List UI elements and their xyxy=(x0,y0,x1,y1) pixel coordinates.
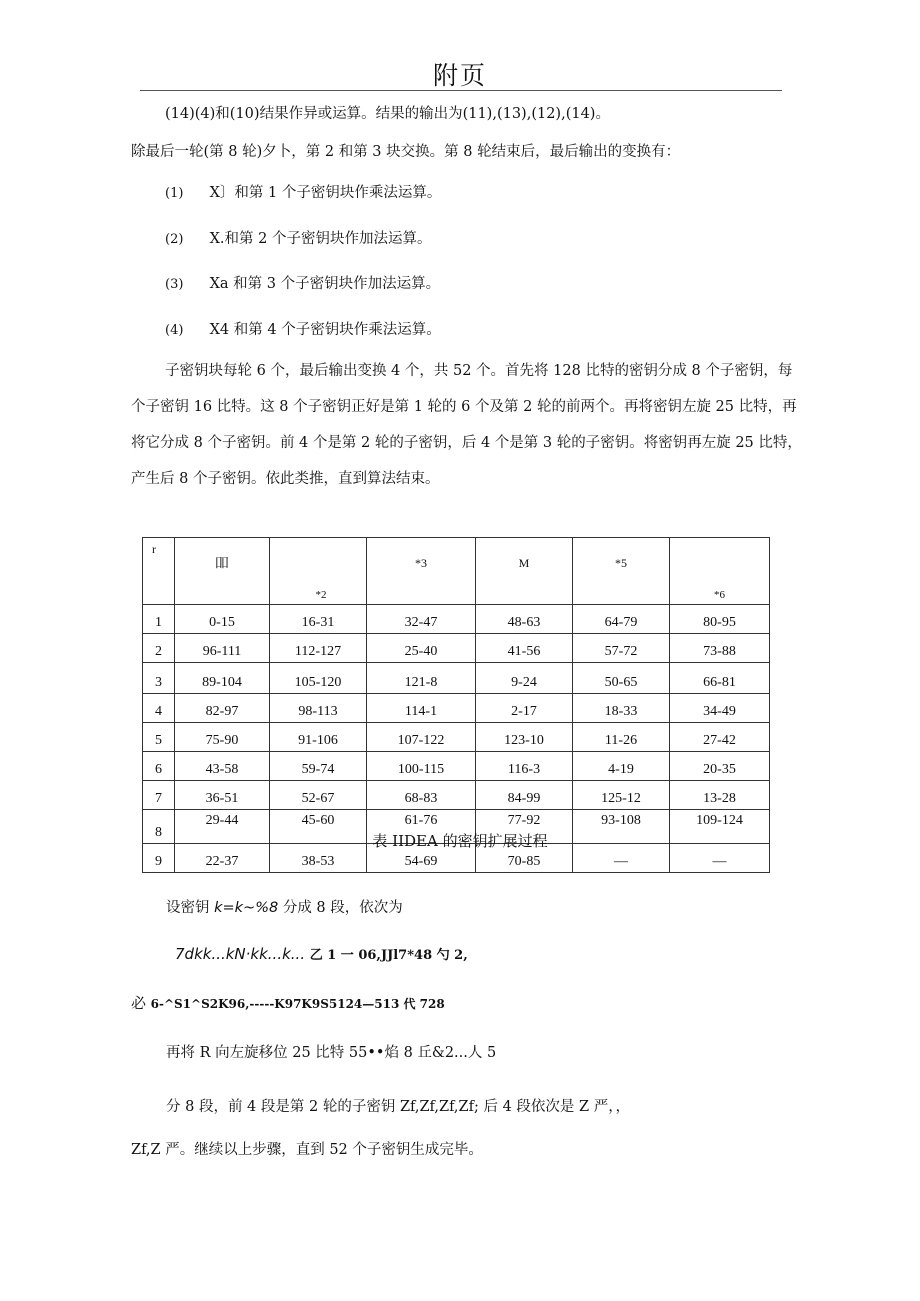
key-split-suffix: 分成 8 段，依次为 xyxy=(282,900,403,916)
key-sequence-line xyxy=(175,944,468,966)
list-item-number: (1) xyxy=(165,186,184,201)
list-item-number: (3) xyxy=(165,277,184,292)
list-item xyxy=(165,320,441,341)
table-cell: 41-56 xyxy=(476,634,573,663)
table-cell: 91-106 xyxy=(270,723,367,752)
table-cell: 112-127 xyxy=(270,634,367,663)
table-cell: 13-28 xyxy=(670,781,770,810)
table-cell: 70-85 xyxy=(476,844,573,873)
table-cell: 68-83 xyxy=(367,781,476,810)
table-cell: 43-58 xyxy=(175,752,270,781)
key-split-prefix: 设密钥 xyxy=(166,900,210,916)
table-cell: 105-120 xyxy=(270,663,367,694)
table-header-cell: *2 xyxy=(270,538,367,605)
paragraph-line: 子密钥块每轮 6 个，最后输出变换 4 个，共 52 个。首先将 128 比特的密钥分成 8 个子密钥，每 xyxy=(165,363,793,379)
table-cell: 125-12 xyxy=(573,781,670,810)
table-cell: 27-42 xyxy=(670,723,770,752)
table-header-cell: r xyxy=(143,538,175,605)
table-cell: 9-24 xyxy=(476,663,573,694)
table-row xyxy=(143,605,770,634)
table-cell: 2 xyxy=(143,634,175,663)
table-header-cell: 吅 xyxy=(175,538,270,605)
table-cell: 89-104 xyxy=(175,663,270,694)
table-cell: 11-26 xyxy=(573,723,670,752)
key-sequence-rest: 乙 1 一 06,JJl7*48 勺 2, xyxy=(309,948,468,963)
table-cell: 73-88 xyxy=(670,634,770,663)
table-cell: 32-47 xyxy=(367,605,476,634)
table-cell: 123-10 xyxy=(476,723,573,752)
table-cell: 80-95 xyxy=(670,605,770,634)
table-cell: 4-19 xyxy=(573,752,670,781)
table-cell: 61-76 xyxy=(367,810,476,844)
table-cell: 96-111 xyxy=(175,634,270,663)
completion-line: Zf,Z 严。继续以上步骤，直到 52 个子密钥生成完毕。 xyxy=(131,1142,483,1158)
table-cell: 66-81 xyxy=(670,663,770,694)
list-item-text: Xa 和第 3 个子密钥块作加法运算。 xyxy=(209,276,441,292)
table-cell: 64-79 xyxy=(573,605,670,634)
table-header-row xyxy=(143,538,770,605)
paragraph-swap: 除最后一轮(第 8 轮)夕卜，第 2 和第 3 块交换。第 8 轮结束后，最后输出的变换有： xyxy=(131,144,681,160)
table-cell: 20-35 xyxy=(670,752,770,781)
table-header-cell: *3 xyxy=(367,538,476,605)
key-blocks-line xyxy=(131,993,445,1014)
table-cell: 109-124 xyxy=(670,810,770,844)
key-formula: k=k~%8 xyxy=(214,900,279,916)
table-cell: 77-92 xyxy=(476,810,573,844)
table-cell: 7 xyxy=(143,781,175,810)
key-sequence-italic: 7dkk...kN·kk...k... xyxy=(175,945,306,963)
table-cell: 3 xyxy=(143,663,175,694)
table-cell: — xyxy=(573,844,670,873)
list-item-text: X.和第 2 个子密钥块作加法运算。 xyxy=(209,231,432,247)
table-row xyxy=(143,781,770,810)
table-cell: 100-115 xyxy=(367,752,476,781)
table-cell: 84-99 xyxy=(476,781,573,810)
list-item xyxy=(165,274,440,295)
table-cell: 50-65 xyxy=(573,663,670,694)
table-header-cell: M xyxy=(476,538,573,605)
title-underline xyxy=(140,90,782,91)
table-cell: 9 xyxy=(143,844,175,873)
table-cell: 38-53 xyxy=(270,844,367,873)
list-item-number: (4) xyxy=(165,323,184,338)
table-cell: 116-3 xyxy=(476,752,573,781)
table-cell: 34-49 xyxy=(670,694,770,723)
table-cell: 4 xyxy=(143,694,175,723)
table-cell: 59-74 xyxy=(270,752,367,781)
list-item-number: (2) xyxy=(165,232,184,247)
table-cell: 98-113 xyxy=(270,694,367,723)
table-cell: 0-15 xyxy=(175,605,270,634)
table-cell: 18-33 xyxy=(573,694,670,723)
table-cell: 75-90 xyxy=(175,723,270,752)
table-row xyxy=(143,723,770,752)
table-row xyxy=(143,752,770,781)
list-item xyxy=(165,183,441,204)
table-cell: 82-97 xyxy=(175,694,270,723)
key-blocks-rest: 6-^S1^S2K96,-----K97K9S5124—513 代 728 xyxy=(150,997,445,1011)
table-cell: 22-37 xyxy=(175,844,270,873)
table-cell: 1 xyxy=(143,605,175,634)
table-cell: 36-51 xyxy=(175,781,270,810)
table-row xyxy=(143,663,770,694)
table-cell: 121-8 xyxy=(367,663,476,694)
table-row xyxy=(143,694,770,723)
paragraph-line: 将它分成 8 个子密钥。前 4 个是第 2 轮的子密钥，后 4 个是第 3 轮的子密钥。将密钥再左旋 25 比特， xyxy=(131,435,802,451)
round2-subkeys-line: 分 8 段，前 4 段是第 2 轮的子密钥 Zf,Zf,Zf,Zf; 后 4 段依次是 Z 严，， xyxy=(166,1099,630,1115)
table-cell: 16-31 xyxy=(270,605,367,634)
table-cell: 45-60 xyxy=(270,810,367,844)
table-cell: 2-17 xyxy=(476,694,573,723)
list-item xyxy=(165,229,431,250)
table-cell: 8 xyxy=(143,810,175,844)
page-title: 附页 xyxy=(432,61,487,90)
table-cell: 114-1 xyxy=(367,694,476,723)
paragraph-xor-result: (14)(4)和(10)结果作异或运算。结果的输出为(11),(13),(12),(14)。 xyxy=(165,106,610,122)
paragraph-line: 个子密钥 16 比特。这 8 个子密钥正好是第 1 轮的 6 个及第 2 轮的前两个。再将密钥左旋 25 比特，再 xyxy=(131,399,797,415)
list-item-text: X4 和第 4 个子密钥块作乘法运算。 xyxy=(209,322,441,338)
table-cell: 5 xyxy=(143,723,175,752)
table-cell: 107-122 xyxy=(367,723,476,752)
list-item-text: X〕和第 1 个子密钥块作乘法运算。 xyxy=(209,185,442,201)
paragraph-line: 产生后 8 个子密钥。依此类推，直到算法结束。 xyxy=(131,471,440,487)
key-expansion-table xyxy=(142,537,770,873)
table-cell: 25-40 xyxy=(367,634,476,663)
table-cell: 93-108 xyxy=(573,810,670,844)
table-cell: 29-44 xyxy=(175,810,270,844)
rotate-line: 再将 R 向左旋移位 25 比特 55••焰 8 丘&2...人 5 xyxy=(166,1045,497,1061)
table-cell: — xyxy=(670,844,770,873)
table-cell: 52-67 xyxy=(270,781,367,810)
key-blocks-char: 必 xyxy=(131,994,147,1012)
table-cell: 6 xyxy=(143,752,175,781)
table-cell: 54-69 xyxy=(367,844,476,873)
table-header-cell: *5 xyxy=(573,538,670,605)
key-split-line xyxy=(166,898,403,918)
table-cell: 57-72 xyxy=(573,634,670,663)
table-header-cell: *6 xyxy=(670,538,770,605)
table-cell: 48-63 xyxy=(476,605,573,634)
table-caption: 表 IIDEA 的密钥扩展过程 xyxy=(372,832,548,850)
table-row xyxy=(143,634,770,663)
